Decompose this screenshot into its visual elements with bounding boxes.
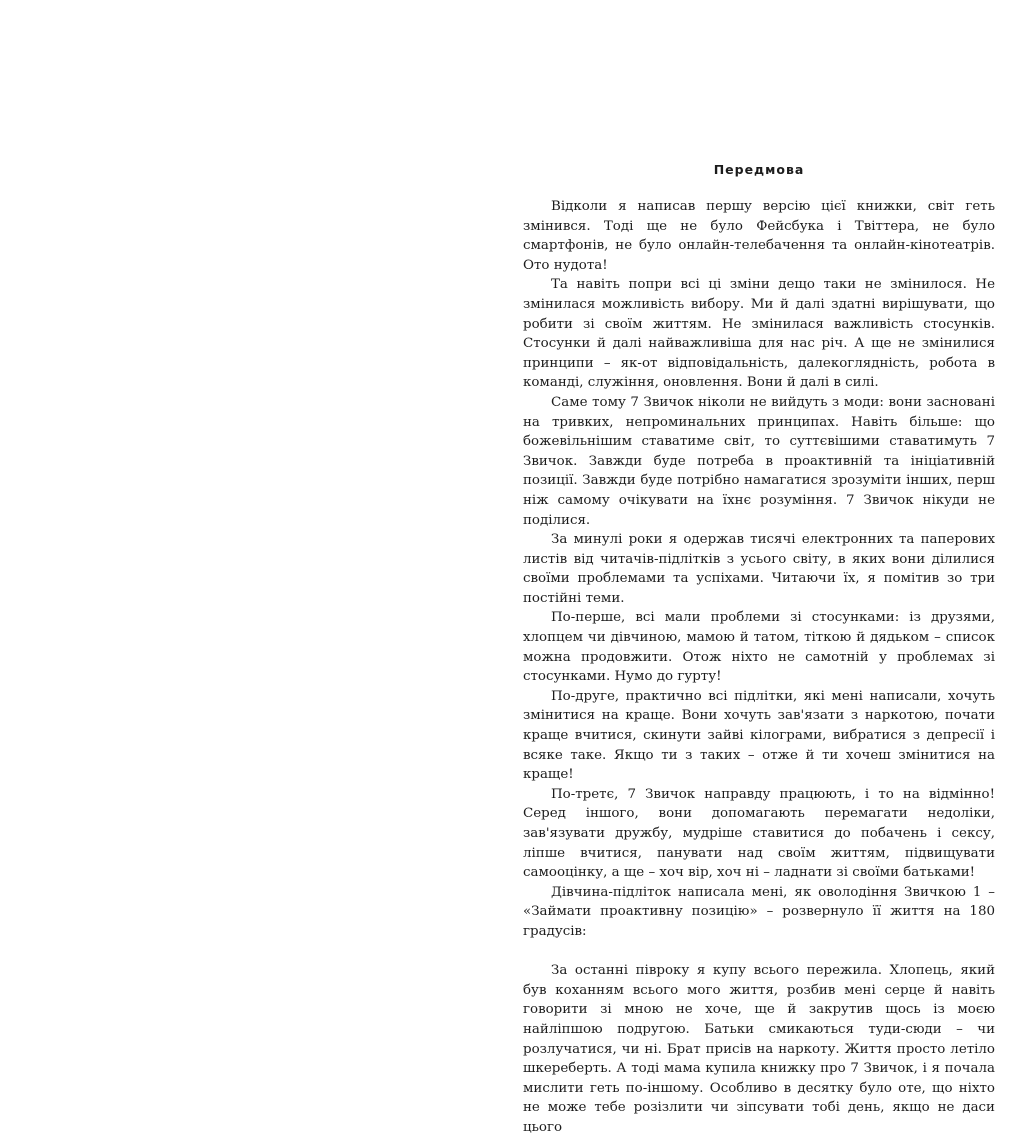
paragraph: Саме тому 7 Звичок ніколи не вийдуть з моди: вони засновані на тривких, непроминальних принципах. Навіть більше: що божевільнішим ставатиме світ, то суттєвішими ставатимуть 7 Звичок. Завжди буде потреба в проактивній та ініціативній позиції. Завжди буде потрібно намагатися зрозуміти інших, перш ніж самому очікувати на їхнє розуміння. 7 Звичок нікуди не поділися. [523,394,995,528]
paragraph: По-друге, практично всі підлітки, які мені написали, хочуть змінитися на краще. Вони хочуть зав'язати з наркотою, почати краще вчитися, скинути зайві кілограми, вибратися з депресії і всяке таке. Якщо ти з таких – отже й ти хочеш змінитися на краще! [523,688,995,783]
page-body [523,197,995,1138]
paragraph: По-третє, 7 Звичок направду працюють, і то на відмінно! Серед іншого, вони допомагають перемагати недоліки, зав'язувати дружбу, мудріше ставитися до побачень і сексу, ліпше вчитися, панувати над своїм життям, підвищувати самооцінку, а ще – хоч вір, хоч ні – ладнати зі своїми батьками! [523,786,995,881]
book-page [523,0,995,1135]
paragraph: Відколи я написав першу версію цієї книжки, світ геть змінився. Тоді ще не було Фейсбука і Твіттера, не було смартфонів, не було онлайн-телебачення та онлайн-кінотеатрів. Ото нудота! [523,199,995,273]
paragraph: Та навіть попри всі ці зміни дещо таки не змінилося. Не змінилася можливість вибору. Ми й далі здатні вирішувати, що робити зі своїм життям. Не змінилася важливість стосунків. Стосунки й далі найважливіша для нас річ. А ще не змінилися принципи – як-от відповідальність, далекоглядність, робота в команді, служіння, оновлення. Вони й далі в силі. [523,277,995,391]
paragraph: По-перше, всі мали проблеми зі стосунками: із друзями, хлопцем чи дівчиною, мамою й татом, тіткою й дядьком – список можна продовжити. Отож ніхто не самотній у проблемах зі стосунками. Нумо до гурту! [523,610,995,685]
paragraph: За минулі роки я одержав тисячі електронних та паперових листів від читачів-підлітків з усього світу, в яких вони ділилися своїми проблемами та успіхами. Читаючи їх, я помітив зо три постійні теми. [523,532,995,606]
chapter-heading: Передмова [713,162,805,177]
quoted-letter: За останні півроку я купу всього пережила. Хлопець, який був коханням всього мого життя, розбив мені серце й навіть говорити зі мною не хоче, ще й закрутив щось із моєю найліпшою подругою. Батьки смикаються туди-сюди – чи розлучатися, чи ні. Брат присів на наркоту. Життя просто летіло шкереберть. А тоді мама купила книжку про 7 Звичок, і я почала мислити геть по-іншому. Особливо в десятку було оте, що ніхто не може тебе розізлити чи зіпсувати тобі день, якщо не даси цього [523,963,995,1135]
paragraph: Дівчина-підліток написала мені, як оволодіння Звичкою 1 – «Займати проактивну позицію» – розвернуло її життя на 180 градусів: [523,884,995,939]
